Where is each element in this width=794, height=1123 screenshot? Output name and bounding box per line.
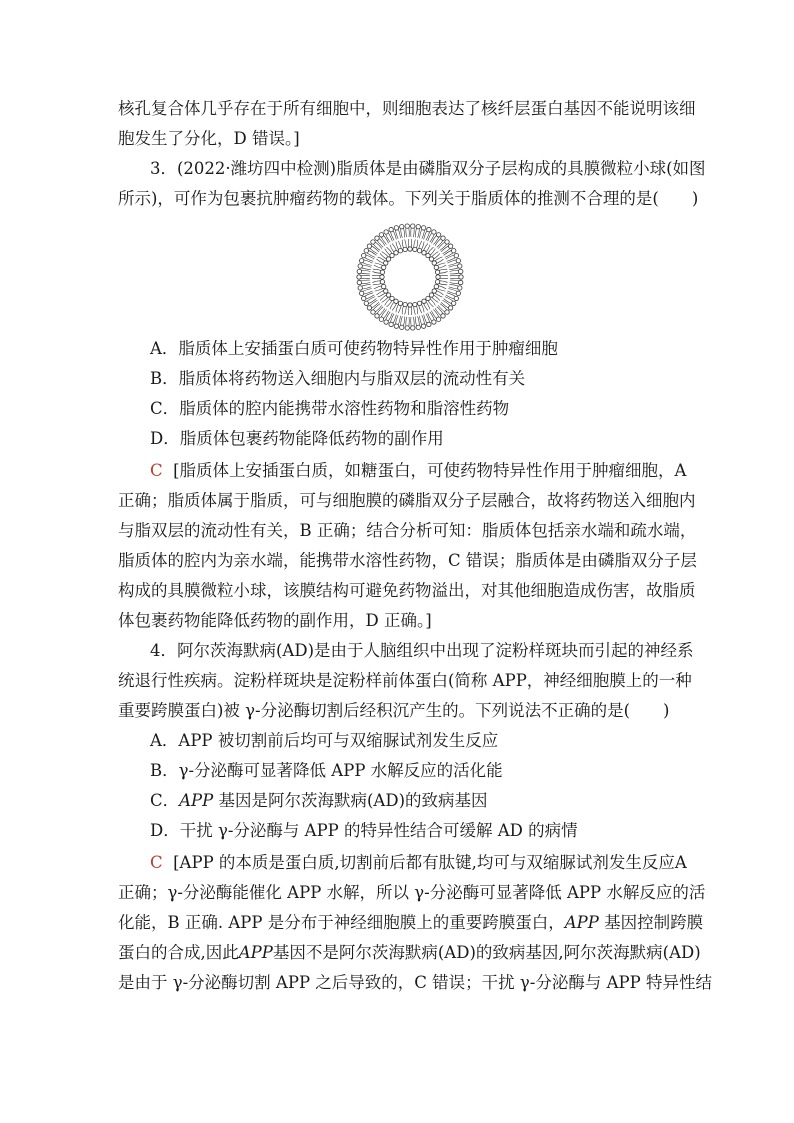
lipid-head [380,275,384,279]
lipid-head [367,244,371,248]
lipid-head [357,280,361,284]
lipid-head [427,227,431,231]
lipid-head [394,251,398,255]
lipid-head [417,301,421,305]
lipid-head [441,236,445,240]
lipid-head [362,253,366,257]
option-3d: D．脂质体包裹药物能降低药物的副作用 [150,429,444,448]
lipid-head [411,326,415,330]
lipid-head [413,247,417,251]
lipid-head [358,264,362,268]
option-4a: A．APP 被切割前后均可与双缩脲试剂发生反应 [150,731,499,750]
lipid-head [426,296,430,300]
lipid-head [398,301,402,305]
lipid-head [417,248,421,252]
explanation-line: 脂质体的腔内为亲水端，能携带水溶性药物，C 错误；脂质体是由磷脂双分子层 [118,551,697,570]
explanation-line: 体包裹药物能降低药物的副作用，D 正确。] [118,611,432,630]
lipid-head [459,269,463,273]
lipid-head [405,224,409,228]
lipid-head [434,265,438,269]
lipid-head [426,253,430,257]
lipid-head [427,322,431,326]
option-4b: B．γ-分泌酶可显著降低 APP 水解反应的活化能 [150,761,503,780]
lipid-head [432,230,436,234]
lipid-head [435,280,439,284]
lipid-head [432,261,436,265]
liposome-inner-layer [372,239,448,315]
question-4-stem-cont: 重要跨膜蛋白)被 γ-分泌酶切割后经积沉产生的。下列说法不正确的是( ) [118,701,670,720]
lipid-head [384,289,388,293]
lipid-head [435,270,439,274]
question-3-stem-cont: 所示)，可作为包裹抗肿瘤药物的载体。下列关于脂质体的推测不合理的是( ) [118,189,699,208]
option-4c: C．APP 基因是阿尔茨海默病(AD)的致病基因 [150,791,488,810]
lipid-head [459,275,463,279]
lipid-head [451,249,455,253]
lipid-head [359,259,363,263]
lipid-head [405,326,409,330]
lipid-head [429,293,433,297]
lipid-head [429,257,433,261]
lipid-head [380,270,384,274]
option-4d: D．干扰 γ-分泌酶与 APP 的特异性结合可缓解 AD 的病情 [150,821,578,840]
lipid-head [390,296,394,300]
lipid-head [403,247,407,251]
lipid-head [384,261,388,265]
lipid-head [422,299,426,303]
lipid-head [432,320,436,324]
lipid-head [367,306,371,310]
lipid-head [389,227,393,231]
lipid-head [375,236,379,240]
lipid-head [454,296,458,300]
explanation-line: 正确；γ-分泌酶能催化 APP 水解，所以 γ-分泌酶可显著降低 APP 水解反应的活 [118,883,706,902]
lipid-head [394,324,398,328]
lipid-head [384,230,388,234]
liposome-figure [355,222,465,332]
lipid-head [416,224,420,228]
lipid-head [451,301,455,305]
lipid-head [381,284,385,288]
lipid-head [458,286,462,290]
lipid-head [416,325,420,329]
lipid-head [436,233,440,237]
option-3c: C．脂质体的腔内能携带水溶性药物和脂溶性药物 [150,399,510,418]
explanation-line: 构成的具膜微粒小球，该膜结构可避免药物溢出，对其他细胞造成伤害，故脂质 [118,581,696,600]
lipid-head [411,224,415,228]
lipid-head [459,280,463,284]
lipid-head [394,299,398,303]
lipid-head [456,291,460,295]
lipid-head [357,269,361,273]
lipid-head [421,324,425,328]
lipid-head [456,259,460,263]
answer-4-line [150,852,687,874]
lipid-head [357,275,361,279]
lipid-head [371,310,375,314]
liposome-outer-layer [357,224,463,330]
lipid-head [403,302,407,306]
lipid-head [421,226,425,230]
lipid-head [379,317,383,321]
lipid-head [408,247,412,251]
lipid-head [408,303,412,307]
lipid-head [371,240,375,244]
lipid-head [400,224,404,228]
lipid-head [384,320,388,324]
lipid-head [386,293,390,297]
question-4-stem-cont: 统退行性疾病。淀粉样斑块是淀粉样前体蛋白(简称 APP，神经细胞膜上的一种 [118,671,692,690]
lipid-head [380,280,384,284]
lipid-head [445,310,449,314]
lipid-head [381,265,385,269]
lipid-head [436,317,440,321]
question-4-stem: 4．阿尔茨海默病(AD)是由于人脑组织中出现了淀粉样斑块而引起的神经系 [150,641,694,660]
lipid-head [364,301,368,305]
text-line: 核孔复合体几乎存在于所有细胞中，则细胞表达了核纤层蛋白基因不能说明该细 [118,99,696,118]
option-3a: A．脂质体上安插蛋白质可使药物特异性作用于肿瘤细胞 [150,339,558,358]
answer-3-letter: C [150,461,163,480]
explanation-line: 蛋白的合成,因此APP基因不是阿尔茨海默病(AD)的致病基因,阿尔茨海默病(AD) [118,943,701,962]
lipid-head [432,289,436,293]
lipid-head [358,286,362,290]
answer-4-letter: C [150,853,163,872]
lipid-head [375,314,379,318]
lipid-head [362,296,366,300]
explanation-line: 是由于 γ-分泌酶切割 APP 之后导致的，C 错误；干扰 γ-分泌酶与 APP 特异性结 [118,973,712,992]
answer-3-line [150,460,687,482]
explanation-line: 化能，B 正确. APP 是分布于神经细胞膜上的重要跨膜蛋白，APP 基因控制跨膜 [118,913,704,932]
lipid-head [364,249,368,253]
lipid-head [389,322,393,326]
lipid-head [386,257,390,261]
lipid-head [394,226,398,230]
lipid-head [422,251,426,255]
lipid-head [400,325,404,329]
lipid-head [434,284,438,288]
question-3-stem: 3．(2022·潍坊四中检测)脂质体是由磷脂双分子层构成的具膜微粒小球(如图 [150,159,706,178]
answer-3-text: [脂质体上安插蛋白质，如糖蛋白，可使药物特异性作用于肿瘤细胞，A [173,461,687,480]
lipid-head [359,291,363,295]
lipid-head [454,253,458,257]
explanation-line: 与脂双层的流动性有关，B 正确；结合分析可知：脂质体包括亲水端和疏水端， [118,521,697,540]
option-3b: B．脂质体将药物送入细胞内与脂双层的流动性有关 [150,369,526,388]
lipid-head [413,302,417,306]
lipid-head [458,264,462,268]
lipid-head [398,248,402,252]
answer-4-text: [APP 的本质是蛋白质,切割前后都有肽键,均可与双缩脲试剂发生反应A [173,853,687,872]
lipid-head [441,314,445,318]
lipid-head [448,244,452,248]
lipid-head [436,275,440,279]
lipid-head [448,306,452,310]
lipid-head [390,253,394,257]
lipid-head [445,240,449,244]
explanation-line: 正确；脂质体属于脂质，可与细胞膜的磷脂双分子层融合，故将药物送入细胞内 [118,491,696,510]
text-line: 胞发生了分化，D 错误。] [118,129,300,148]
lipid-head [379,233,383,237]
